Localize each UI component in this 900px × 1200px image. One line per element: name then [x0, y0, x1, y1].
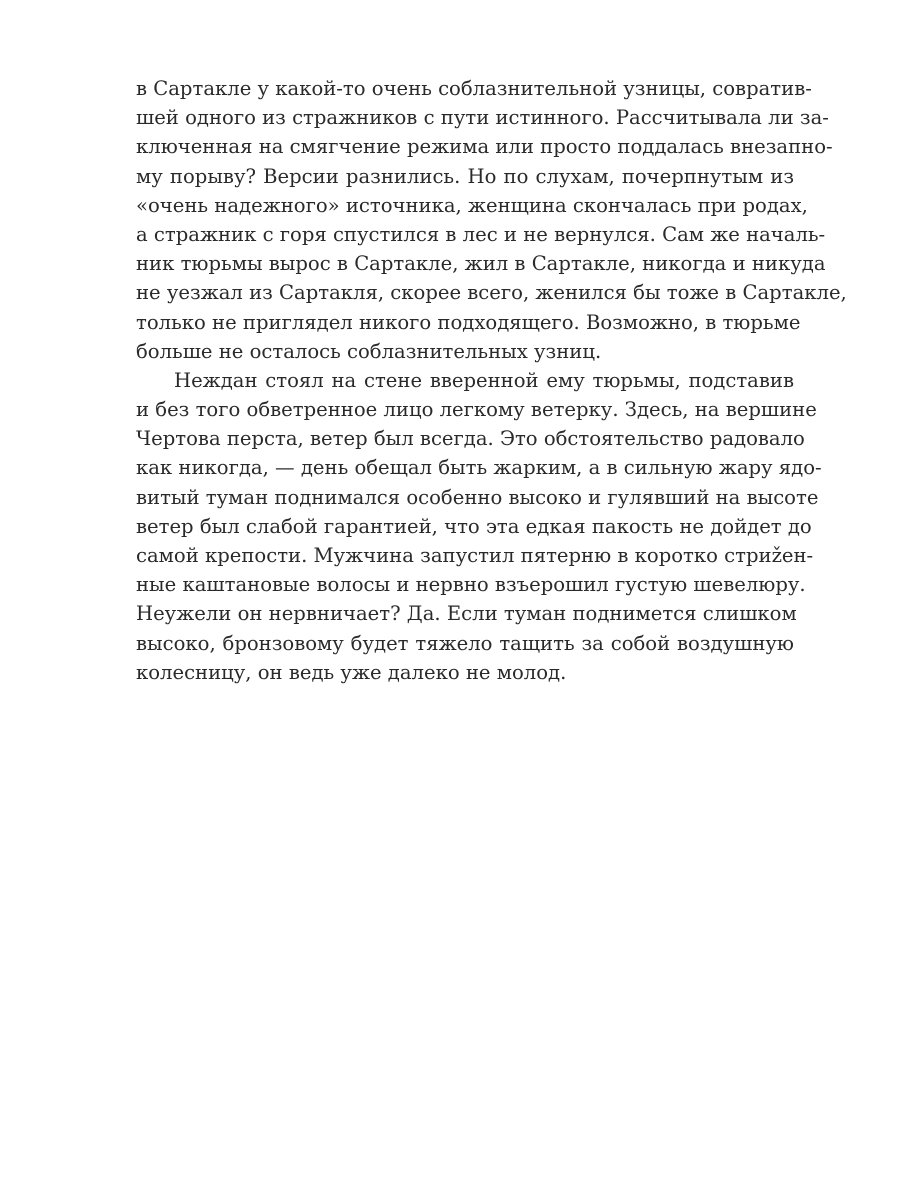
- text-line: только не приглядел никого подходящего. Возможно, в тюрьме: [136, 310, 801, 334]
- text-line: му порыву? Версии разнились. Но по слухам, почерпнутым из: [136, 164, 794, 188]
- text-line: Неждан стоял на стене вверенной ему тюрьмы, подставив: [174, 368, 794, 392]
- text-line: в Сартакле у какой-то очень соблазнительной узницы, совратив-: [136, 77, 812, 100]
- text-line: высоко, бронзовому будет тяжело тащить за собой воздушную: [136, 631, 794, 655]
- text-line: ник тюрьмы вырос в Сартакле, жил в Сартакле, никогда и никуда: [136, 252, 826, 276]
- text-line: самой крепости. Мужчина запустил пятерню в коротко стриžен-: [136, 544, 814, 567]
- text-line: и без того обветренное лицо легкому ветерку. Здесь, на вершине: [136, 398, 817, 422]
- text-line: шей одного из стражников с пути истинного. Рассчитывала ли за-: [136, 106, 829, 130]
- text-line: как никогда, — день обещал быть жарким, а в сильную жару ядо-: [136, 456, 822, 480]
- text-line: Чертова перста, ветер был всегда. Это обстоятельство радовало: [136, 427, 805, 451]
- text-line: ключенная на смягчение режима или просто поддалась внезапно-: [136, 135, 833, 159]
- text-line: витый туман поднимался особенно высоко и гулявший на высоте: [136, 485, 819, 509]
- paragraph: [136, 74, 847, 366]
- text-line: «очень надежного» источника, женщина скончалась при родах,: [136, 193, 808, 217]
- text-line: Неужели он нервничает? Да. Если туман поднимется слишком: [136, 602, 797, 626]
- text-line: ветер был слабой гарантией, что эта едкая пакость не дойдет до: [136, 514, 812, 538]
- text-line: не уезжал из Сартакля, скорее всего, женился бы тоже в Сартакле,: [136, 281, 847, 305]
- text-line: ные каштановые волосы и нервно взъерошил густую шевелюру.: [136, 573, 806, 597]
- text-line: колесницу, он ведь уже далеко не молод.: [136, 660, 567, 684]
- paragraph: [136, 366, 822, 687]
- text-line: а стражник с горя спустился в лес и не вернулся. Сам же началь-: [136, 222, 826, 246]
- body-text: [136, 74, 847, 687]
- text-line: больше не осталось соблазнительных узниц.: [136, 339, 602, 363]
